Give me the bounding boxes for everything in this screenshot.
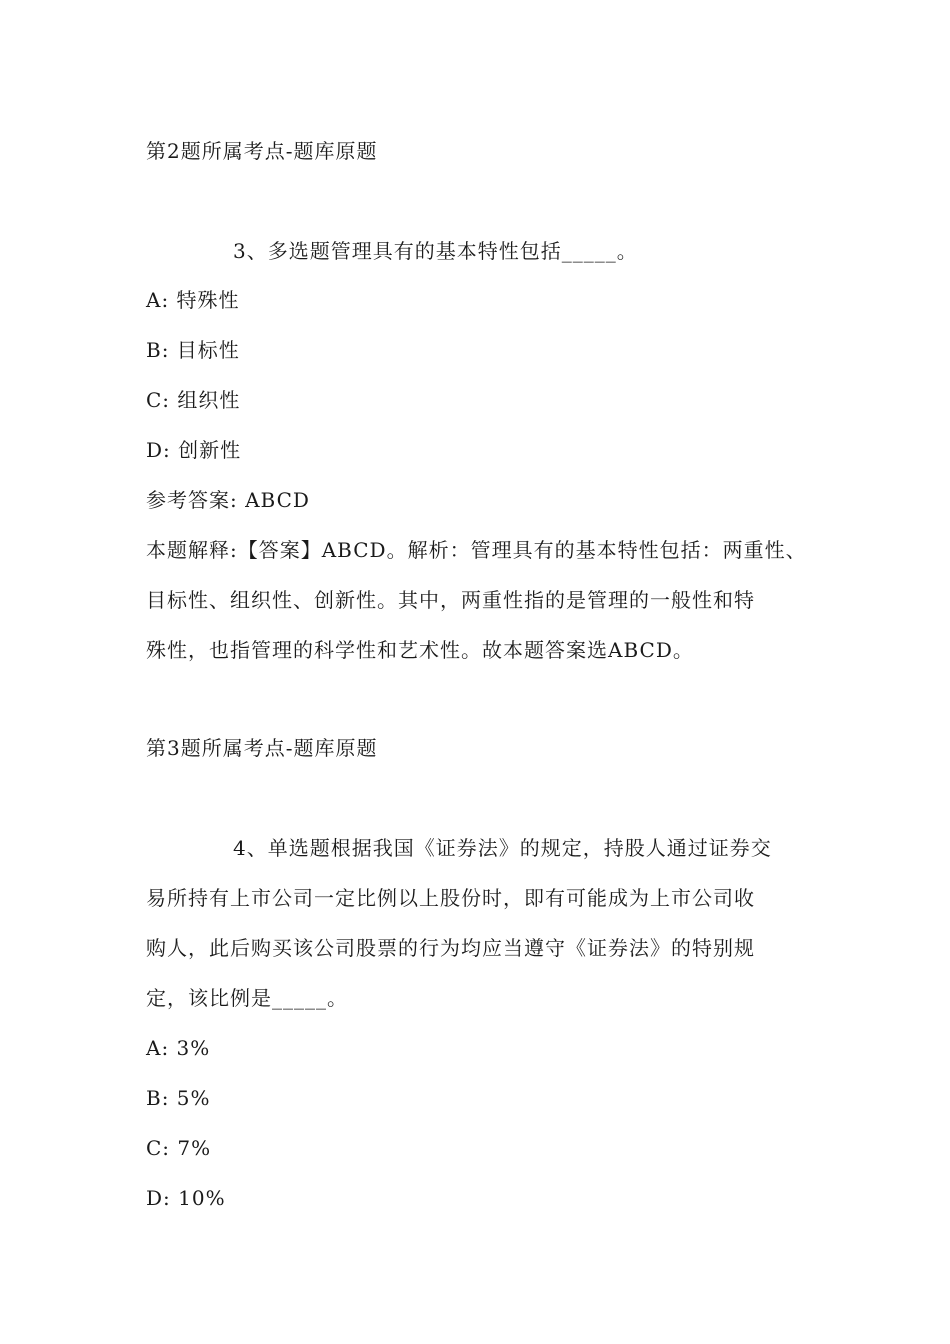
q4-option-c: C: 7%: [146, 1136, 212, 1160]
q3-stem: 3、多选题管理具有的基本特性包括_____。: [233, 239, 638, 263]
q4-option-a: A: 3%: [146, 1036, 211, 1060]
q4-option-d: D: 10%: [146, 1186, 226, 1210]
q3-answer: 参考答案: ABCD: [146, 488, 310, 512]
q3-explanation-line-3: 殊性，也指管理的科学性和艺术性。故本题答案选ABCD。: [146, 638, 694, 662]
q3-explanation-line-2: 目标性、组织性、创新性。其中，两重性指的是管理的一般性和特: [146, 588, 755, 612]
q4-stem-line-3: 购人，此后购买该公司股票的行为均应当遵守《证券法》的特别规: [146, 936, 755, 960]
q4-stem-line-1: 4、单选题根据我国《证券法》的规定，持股人通过证券交: [233, 836, 772, 860]
q3-explanation-line-1: 本题解释:【答案】ABCD。解析：管理具有的基本特性包括：两重性、: [146, 538, 807, 562]
q3-topic-line: 第3题所属考点-题库原题: [146, 736, 378, 760]
q4-stem-line-4: 定，该比例是_____。: [146, 986, 348, 1010]
q3-option-c: C: 组织性: [146, 388, 241, 412]
q2-topic-line: 第2题所属考点-题库原题: [146, 139, 378, 163]
q3-option-b: B: 目标性: [146, 338, 240, 362]
q4-option-b: B: 5%: [146, 1086, 211, 1110]
q4-stem-line-2: 易所持有上市公司一定比例以上股份时，即有可能成为上市公司收: [146, 886, 755, 910]
q3-option-d: D: 创新性: [146, 438, 242, 462]
q3-option-a: A: 特殊性: [146, 288, 240, 312]
